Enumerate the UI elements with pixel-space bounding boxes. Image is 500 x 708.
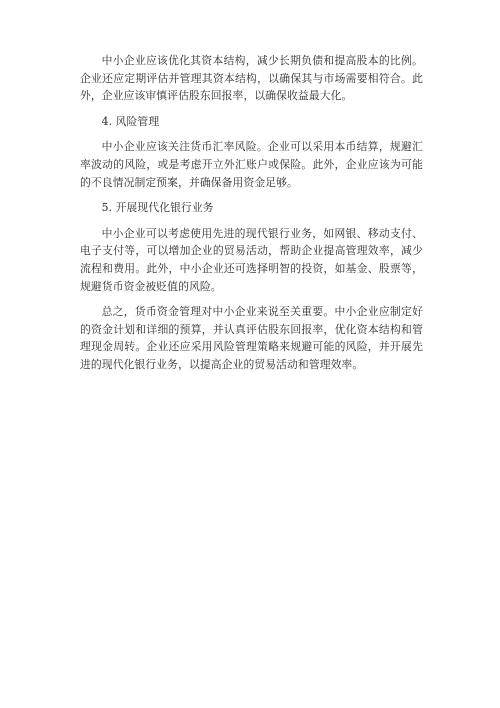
section-heading-risk-management: 4. 风险管理 <box>101 114 160 128</box>
document-page <box>80 52 423 382</box>
paragraph-conclusion: 总之，货币资金管理对中小企业来说至关重要。中小企业应制定好的资金计划和详细的预算，并认真评估股东回报率，优化资本结构和管理现金周转。企业还应采用风险管理策略来规避可能的风险，并开展先进的现代化银行业务，以提高企业的贸易活动和管理效率。 <box>80 305 423 371</box>
paragraph-capital-structure: 中小企业应该优化其资本结构，减少长期负债和提高股本的比例。企业还应定期评估并管理其资本结构，以确保其与市场需要相符合。此外，企业应该审慎评估股东回报率，以确保收益最大化。 <box>80 54 423 103</box>
paragraph-modern-banking: 中小企业可以考虑使用先进的现代银行业务，如网银、移动支付、电子支付等，可以增加企业的贸易活动，帮助企业提高管理效率，减少流程和费用。此外，中小企业还可选择明智的投资，如基金、股票等，规避货币资金被贬值的风险。 <box>80 226 423 293</box>
section-heading-modern-banking: 5. 开展现代化银行业务 <box>101 201 214 215</box>
paragraph-risk-management: 中小企业应该关注货币汇率风险。企业可以采用本币结算，规避汇率波动的风险，或是考虑开立外汇账户或保险。此外，企业应该为可能的不良情况制定预案，并确保备用资金足够。 <box>80 140 423 189</box>
